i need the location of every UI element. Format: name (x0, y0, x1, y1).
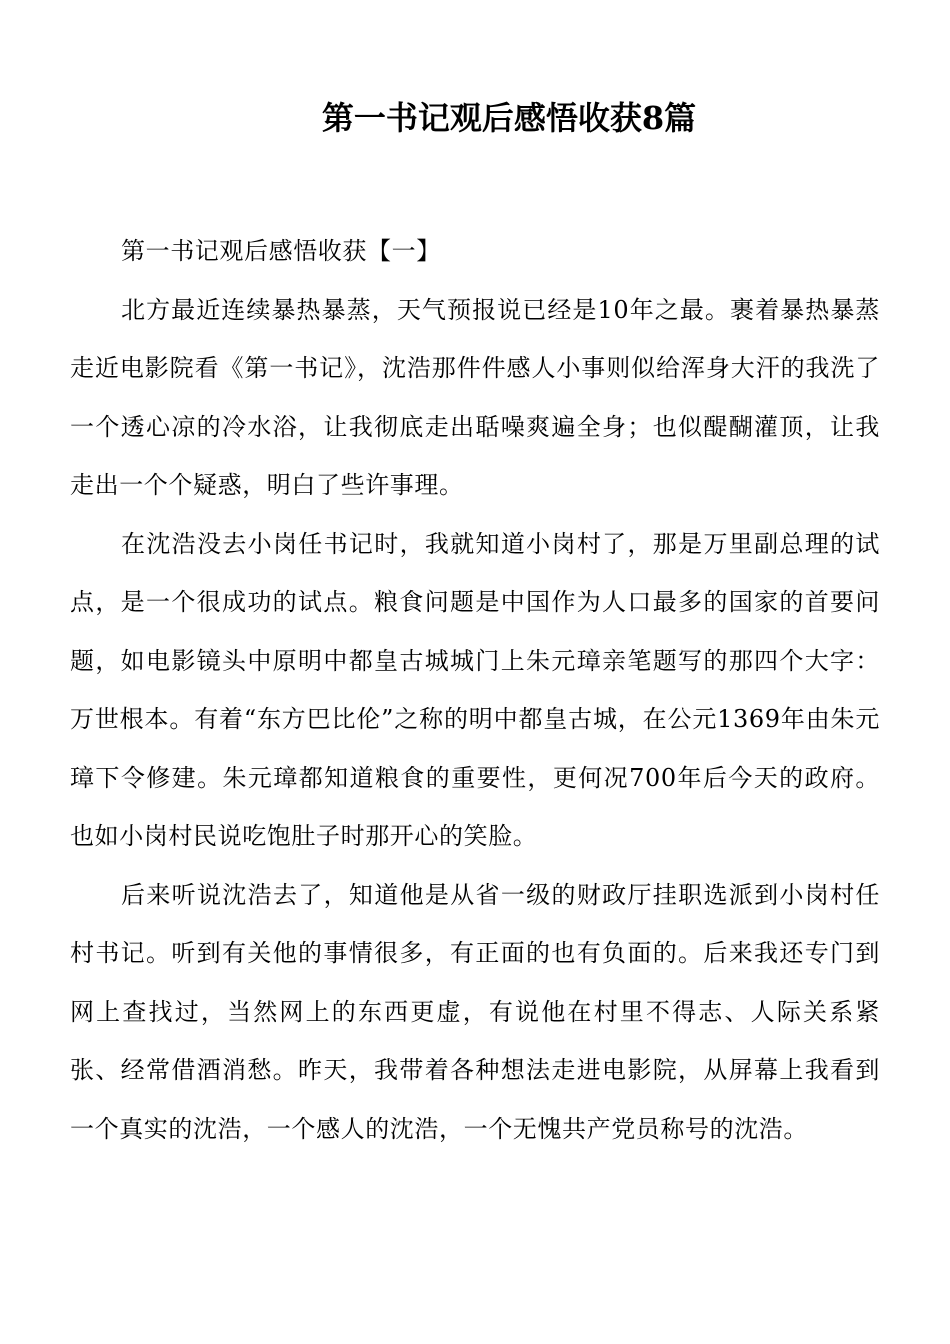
paragraph-2: 在沈浩没去小岗任书记时，我就知道小岗村了，那是万里副总理的试点，是一个很成功的试点。粮食问题是中国作为人口最多的国家的首要问题，如电影镜头中原明中都皇古城城门上朱元璋亲笔题写的那四个大字：万世根本。有着“东方巴比伦”之称的明中都皇古城，在公元1369年由朱元璋下令修建。朱元璋都知道粮食的重要性，更何况700年后今天的政府。也如小岗村民说吃饱肚子时那开心的笑脸。 (70, 529, 880, 850)
document-title: 第一书记观后感悟收获8篇 (321, 99, 697, 137)
paragraph-1: 北方最近连续暴热暴蒸，天气预报说已经是10年之最。裹着暴热暴蒸走近电影院看《第一书记》，沈浩那件件感人小事则似给浑身大汗的我洗了一个透心凉的冷水浴，让我彻底走出聒噪爽遍全身；也似醍醐灌顶，让我走出一个个疑惑，明白了些许事理。 (70, 295, 880, 499)
document-body (70, 222, 880, 1158)
section-heading: 第一书记观后感悟收获【一】 (121, 237, 441, 265)
paragraph-3: 后来听说沈浩去了，知道他是从省一级的财政厅挂职选派到小岗村任村书记。听到有关他的事情很多，有正面的也有负面的。后来我还专门到网上查找过，当然网上的东西更虚，有说他在村里不得志、人际关系紧张、经常借酒消愁。昨天，我带着各种想法走进电影院，从屏幕上我看到一个真实的沈浩，一个感人的沈浩，一个无愧共产党员称号的沈浩。 (70, 880, 880, 1143)
